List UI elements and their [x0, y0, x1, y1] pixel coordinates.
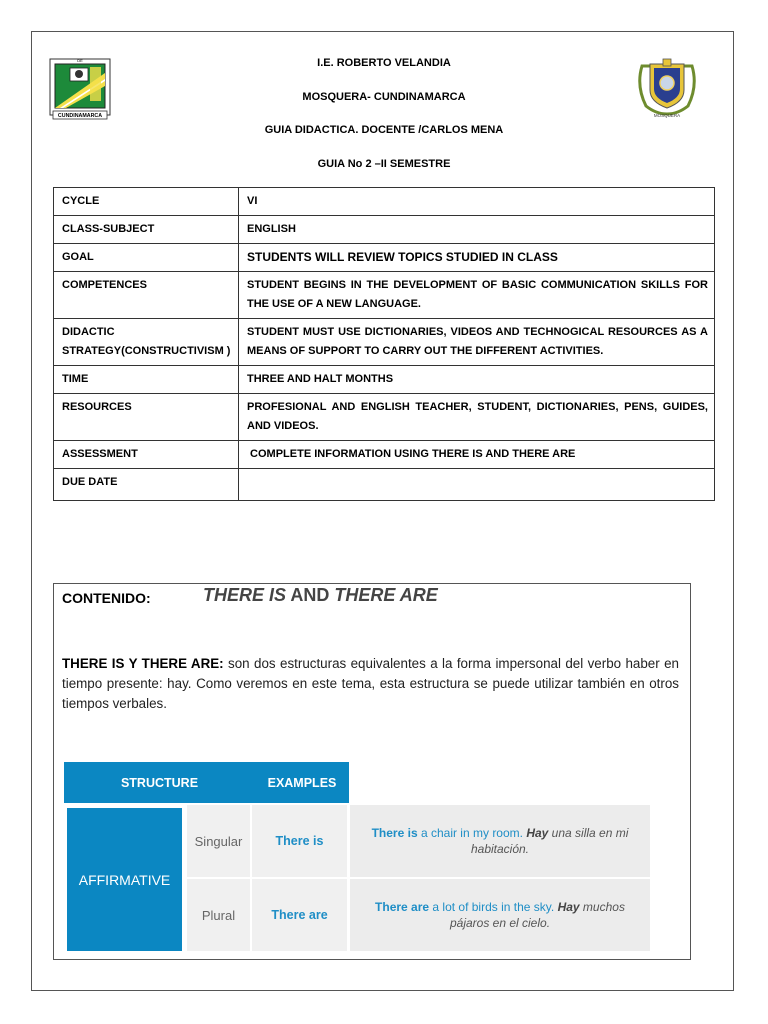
row-key: COMPETENCES: [54, 272, 239, 319]
affirmative-cell: AFFIRMATIVE: [64, 805, 185, 954]
example-hay: Hay: [526, 826, 549, 840]
row-key: ASSESSMENT: [54, 441, 239, 469]
row-key: RESOURCES: [54, 394, 239, 441]
plural-form: There are: [252, 879, 347, 951]
row-key: CYCLE: [54, 188, 239, 216]
row-value: COMPLETE INFORMATION USING THERE IS AND THERE ARE: [239, 441, 715, 469]
school-location: MOSQUERA- CUNDINAMARCA: [302, 91, 466, 103]
row-key: CLASS-SUBJECT: [54, 216, 239, 244]
row-value: ENGLISH: [239, 216, 715, 244]
table-row: [54, 244, 715, 272]
examples-header: EXAMPLES: [255, 762, 349, 803]
right-logo-caption: MOSQUERA: [653, 113, 681, 118]
content-box: [53, 583, 691, 960]
row-key: GOAL: [54, 244, 239, 272]
row-value: STUDENT BEGINS IN THE DEVELOPMENT OF BASIC COMMUNICATION SKILLS FOR THE USE OF A NEW LANGUAGE.: [239, 272, 715, 319]
row-key: TIME: [54, 366, 239, 394]
example-spanish: muchos pájaros en el cielo.: [449, 900, 629, 930]
paragraph-lead: THERE IS Y THERE ARE:: [62, 656, 224, 671]
table-row: [54, 216, 715, 244]
row-key: DUE DATE: [54, 469, 239, 501]
row-value: STUDENTS WILL REVIEW TOPICS STUDIED IN CLASS: [239, 244, 715, 272]
row-key: DIDACTIC STRATEGY(CONSTRUCTIVISM ): [54, 319, 239, 366]
info-table: [53, 187, 715, 501]
singular-example: [350, 805, 650, 877]
example-english: a chair in my room.: [417, 826, 527, 840]
paragraph-text: son dos estructuras equivalentes a la forma impersonal del verbo haber en tiempo presente: hay. Como veremos en este tema, esta estructura se puede utilizar también en otros tiempos verbales.: [62, 656, 679, 711]
singular-form: There is: [252, 805, 347, 877]
example-keyword: There are: [375, 900, 430, 914]
example-spanish: una silla en mi habitación.: [470, 826, 632, 856]
example-hay: Hay: [557, 900, 580, 914]
table-row: [54, 394, 715, 441]
row-value: [239, 469, 715, 501]
table-row: [54, 366, 715, 394]
content-label: CONTENIDO:: [62, 590, 151, 606]
table-row: [54, 188, 715, 216]
title-there-are: THERE ARE: [334, 585, 438, 605]
title-and: AND: [286, 585, 335, 605]
table-row: [54, 469, 715, 501]
example-english: a lot of birds in the sky.: [429, 900, 558, 914]
school-name: I.E. ROBERTO VELANDIA: [317, 57, 451, 69]
row-value: VI: [239, 188, 715, 216]
example-keyword: There is: [371, 826, 418, 840]
left-logo-top-text: DE: [77, 58, 83, 63]
singular-label: Singular: [187, 805, 250, 877]
left-logo-bottom-text: CUNDINAMARCA: [57, 113, 103, 119]
content-title: [203, 585, 438, 606]
plural-example: [350, 879, 650, 951]
title-there-is: THERE IS: [203, 585, 287, 605]
table-row: [54, 441, 715, 469]
guide-teacher: GUIA DIDACTICA. DOCENTE /CARLOS MENA: [264, 124, 504, 136]
row-value: THREE AND HALT MONTHS: [239, 366, 715, 394]
plural-label: Plural: [187, 879, 250, 951]
row-value: STUDENT MUST USE DICTIONARIES, VIDEOS AND TECHNOGICAL RESOURCES AS A MEANS OF SUPPORT TO CARRY OUT THE DIFFERENT ACTIVITIES.: [239, 319, 715, 366]
guide-number: GUIA No 2 –II SEMESTRE: [317, 158, 451, 170]
structure-header: STRUCTURE: [64, 762, 255, 803]
table-row: [54, 272, 715, 319]
content-paragraph: [62, 654, 679, 714]
row-value: PROFESIONAL AND ENGLISH TEACHER, STUDENT, DICTIONARIES, PENS, GUIDES, AND VIDEOS.: [239, 394, 715, 441]
table-row: [54, 319, 715, 366]
